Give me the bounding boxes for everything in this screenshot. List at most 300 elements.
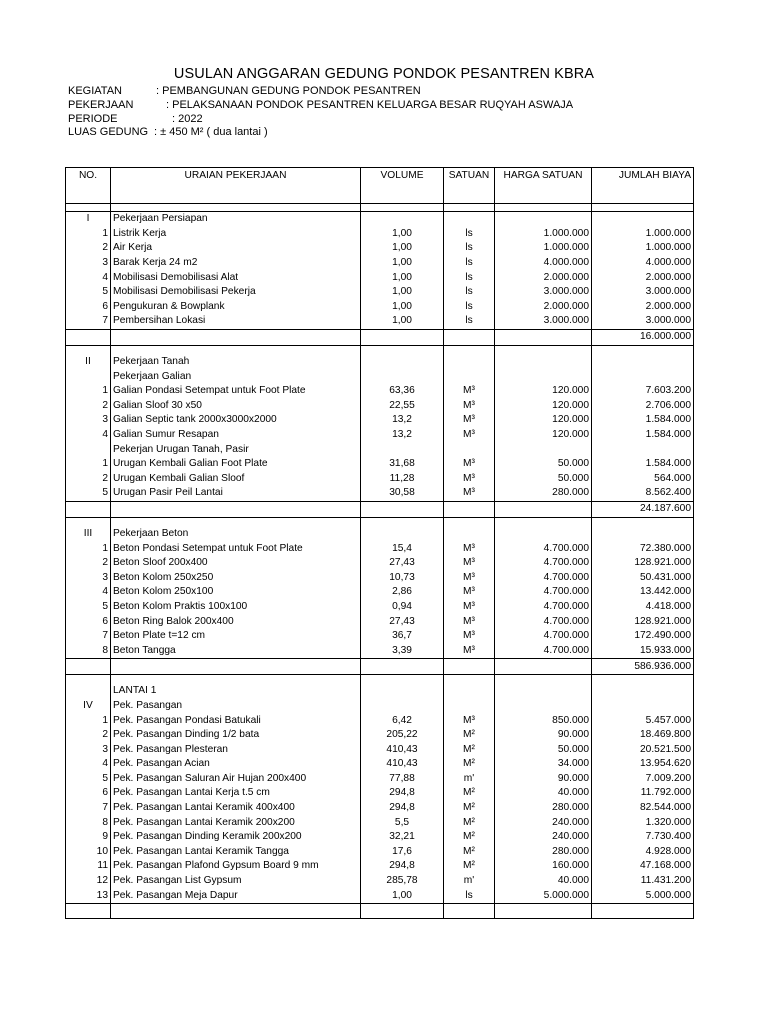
cell-volume: 1,00 [361, 256, 444, 271]
cell-unit-price: 4.700.000 [495, 600, 592, 615]
cell-volume: 1,00 [361, 314, 444, 329]
cell-unit [444, 527, 495, 542]
cell-total-cost: 2.000.000 [592, 300, 694, 315]
cell-no [66, 684, 111, 699]
cell-description: Pekerjaan Galian [111, 369, 361, 384]
cell-unit-price: 4.700.000 [495, 556, 592, 571]
section-header-row [66, 212, 694, 227]
cell-volume: 1,00 [361, 285, 444, 300]
table-row [66, 300, 694, 315]
cell-total-cost: 11.792.000 [592, 786, 694, 801]
cell-description [111, 517, 361, 527]
cell-unit-price [495, 675, 592, 685]
cell-unit: M² [444, 859, 495, 874]
cell-volume: 294,8 [361, 801, 444, 816]
cell-unit-price: 3.000.000 [495, 285, 592, 300]
cell-unit: M³ [444, 585, 495, 600]
spacer-row [66, 345, 694, 355]
cell-volume [361, 329, 444, 345]
cell-no: 1 [66, 457, 111, 472]
cell-volume: 410,43 [361, 742, 444, 757]
cell-no [66, 369, 111, 384]
cell-no: 8 [66, 815, 111, 830]
cell-volume: 27,43 [361, 556, 444, 571]
cell-total-cost: 13.442.000 [592, 585, 694, 600]
cell-total-cost: 172.490.000 [592, 629, 694, 644]
cell-unit-price: 50.000 [495, 742, 592, 757]
cell-description [111, 675, 361, 685]
cell-description: Pekerjaan Beton [111, 527, 361, 542]
budget-table [65, 167, 694, 919]
cell-no: 9 [66, 830, 111, 845]
cell-description: Galian Sloof 30 x50 [111, 399, 361, 414]
cell-unit: M³ [444, 413, 495, 428]
cell-description: Pek. Pasangan Acian [111, 757, 361, 772]
cell-description: Pembersihan Lokasi [111, 314, 361, 329]
cell-no: 10 [66, 845, 111, 860]
cell-volume: 2,86 [361, 585, 444, 600]
info-key: PEKERJAAN [68, 99, 134, 111]
cell-unit-price [495, 517, 592, 527]
table-row [66, 285, 694, 300]
cell-unit-price: 1.000.000 [495, 227, 592, 242]
cell-total-cost: 1.584.000 [592, 428, 694, 443]
cell-total-cost: 4.000.000 [592, 256, 694, 271]
cell-no: 11 [66, 859, 111, 874]
cell-no: 3 [66, 413, 111, 428]
cell-no: 2 [66, 472, 111, 487]
cell-volume: 17,6 [361, 845, 444, 860]
cell-unit-price: 2.000.000 [495, 300, 592, 315]
cell-description [111, 659, 361, 675]
cell-total-cost: 1.000.000 [592, 241, 694, 256]
cell-unit-price [495, 212, 592, 227]
cell-unit-price: 1.000.000 [495, 241, 592, 256]
cell-description [111, 345, 361, 355]
cell-total-cost: 8.562.400 [592, 486, 694, 501]
cell-volume: 13,2 [361, 428, 444, 443]
cell-total-cost: 7.603.200 [592, 384, 694, 399]
cell-description: Pek. Pasangan Lantai Keramik Tangga [111, 845, 361, 860]
cell-total-cost: 2.706.000 [592, 399, 694, 414]
cell-unit [444, 329, 495, 345]
cell-volume: 1,00 [361, 300, 444, 315]
cell-volume: 1,00 [361, 227, 444, 242]
cell-no: 3 [66, 570, 111, 585]
cell-total-cost: 4.928.000 [592, 845, 694, 860]
cell-volume: 30,58 [361, 486, 444, 501]
cell-volume [361, 501, 444, 517]
table-row [66, 556, 694, 571]
cell-no: 3 [66, 742, 111, 757]
cell-total-cost: 1.584.000 [592, 457, 694, 472]
table-row [66, 757, 694, 772]
table-row [66, 270, 694, 285]
cell-unit-price: 4.700.000 [495, 614, 592, 629]
cell-description: Pekerjan Urugan Tanah, Pasir [111, 442, 361, 457]
info-value: : ± 450 M² ( dua lantai ) [154, 126, 268, 138]
cell-volume: 0,94 [361, 600, 444, 615]
cell-no: 4 [66, 428, 111, 443]
cell-unit-price: 4.000.000 [495, 256, 592, 271]
cell-total-cost [592, 369, 694, 384]
cell-volume [361, 659, 444, 675]
table-row [66, 600, 694, 615]
cell-unit-price [495, 699, 592, 714]
cell-no: 2 [66, 241, 111, 256]
table-row [66, 570, 694, 585]
info-value: : PELAKSANAAN PONDOK PESANTREN KELUARGA BESAR RUQYAH ASWAJA [166, 99, 574, 111]
table-row [66, 384, 694, 399]
cell-unit: ls [444, 888, 495, 903]
cell-unit: M³ [444, 614, 495, 629]
cell-description: Beton Kolom Praktis 100x100 [111, 600, 361, 615]
cell-volume: 32,21 [361, 830, 444, 845]
cell-unit: M³ [444, 472, 495, 487]
cell-total-cost [592, 699, 694, 714]
cell-total-cost: 72.380.000 [592, 541, 694, 556]
budget-table-body [66, 168, 694, 919]
cell-no: 2 [66, 728, 111, 743]
cell-description: Pekerjaan Persiapan [111, 212, 361, 227]
table-row [66, 541, 694, 556]
col-header-uraian: URAIAN PEKERJAAN [111, 168, 361, 204]
cell-unit-price: 2.000.000 [495, 270, 592, 285]
cell-unit-price [495, 329, 592, 345]
cell-unit-price: 50.000 [495, 457, 592, 472]
cell-no: 6 [66, 300, 111, 315]
table-row [66, 859, 694, 874]
cell-total-cost: 5.457.000 [592, 713, 694, 728]
cell-volume: 285,78 [361, 874, 444, 889]
cell-no: 1 [66, 384, 111, 399]
cell-total-cost [592, 355, 694, 370]
table-row [66, 801, 694, 816]
cell-volume [361, 517, 444, 527]
cell-description: Pek. Pasangan Dinding Keramik 200x200 [111, 830, 361, 845]
spacer-row [66, 517, 694, 527]
cell-unit-price: 240.000 [495, 815, 592, 830]
cell-unit [444, 369, 495, 384]
spacer-row [66, 204, 694, 212]
subsection-row [66, 684, 694, 699]
cell-total-cost [592, 675, 694, 685]
cell-volume [361, 355, 444, 370]
cell-description: Air Kerja [111, 241, 361, 256]
table-row [66, 728, 694, 743]
table-row [66, 314, 694, 329]
cell-total-cost: 4.418.000 [592, 600, 694, 615]
table-row [66, 713, 694, 728]
section-header-row [66, 355, 694, 370]
col-header-jumlah: JUMLAH BIAYA [592, 168, 694, 204]
cell-total-cost [592, 527, 694, 542]
cell-unit-price: 90.000 [495, 728, 592, 743]
cell-unit-price: 4.700.000 [495, 585, 592, 600]
cell-description: Pek. Pasangan [111, 699, 361, 714]
cell-no: 4 [66, 757, 111, 772]
cell-unit-price: 40.000 [495, 874, 592, 889]
cell-unit-price: 5.000.000 [495, 888, 592, 903]
cell-unit: ls [444, 314, 495, 329]
table-row [66, 742, 694, 757]
cell-total-cost: 586.936.000 [592, 659, 694, 675]
table-row [66, 845, 694, 860]
cell-unit-price [495, 903, 592, 918]
table-row [66, 585, 694, 600]
cell-unit: m' [444, 772, 495, 787]
cell-unit: ls [444, 241, 495, 256]
cell-no: II [66, 355, 111, 370]
cell-no: 4 [66, 270, 111, 285]
cell-description: Urugan Kembali Galian Foot Plate [111, 457, 361, 472]
cell-unit [444, 675, 495, 685]
cell-no: 5 [66, 486, 111, 501]
cell-unit: ls [444, 285, 495, 300]
table-row [66, 629, 694, 644]
cell-no: 12 [66, 874, 111, 889]
cell-unit [444, 659, 495, 675]
cell-total-cost [592, 684, 694, 699]
cell-total-cost: 11.431.200 [592, 874, 694, 889]
cell-volume: 63,36 [361, 384, 444, 399]
cell-volume: 1,00 [361, 888, 444, 903]
cell-unit: M² [444, 830, 495, 845]
col-header-harga: HARGA SATUAN [495, 168, 592, 204]
cell-total-cost: 5.000.000 [592, 888, 694, 903]
cell-description: Pek. Pasangan Saluran Air Hujan 200x400 [111, 772, 361, 787]
cell-description: Pek. Pasangan Lantai Keramik 400x400 [111, 801, 361, 816]
cell-total-cost: 128.921.000 [592, 556, 694, 571]
cell-unit-price: 240.000 [495, 830, 592, 845]
cell-no [66, 329, 111, 345]
info-key: PERIODE [68, 113, 118, 125]
cell-unit-price: 40.000 [495, 786, 592, 801]
cell-unit: M² [444, 757, 495, 772]
cell-unit-price: 4.700.000 [495, 643, 592, 658]
table-row [66, 830, 694, 845]
table-row [66, 413, 694, 428]
cell-no [66, 659, 111, 675]
cell-unit-price [495, 527, 592, 542]
cell-volume: 205,22 [361, 728, 444, 743]
col-header-satuan: SATUAN [444, 168, 495, 204]
cell-unit-price: 160.000 [495, 859, 592, 874]
cell-volume: 15,4 [361, 541, 444, 556]
table-row [66, 815, 694, 830]
table-header-row [66, 168, 694, 204]
cell-description: Pek. Pasangan Lantai Kerja t.5 cm [111, 786, 361, 801]
cell-unit-price: 120.000 [495, 428, 592, 443]
cell-description: Galian Septic tank 2000x3000x2000 [111, 413, 361, 428]
cell-unit [444, 517, 495, 527]
cell-volume: 5,5 [361, 815, 444, 830]
cell-volume: 31,68 [361, 457, 444, 472]
cell-description: Mobilisasi Demobilisasi Alat [111, 270, 361, 285]
cell-unit: M³ [444, 384, 495, 399]
cell-unit-price: 280.000 [495, 801, 592, 816]
cell-volume [361, 345, 444, 355]
subtotal-row [66, 659, 694, 675]
cell-volume [361, 527, 444, 542]
section-header-row [66, 699, 694, 714]
cell-volume [361, 212, 444, 227]
cell-description: Pek. Pasangan Meja Dapur [111, 888, 361, 903]
cell-volume: 3,39 [361, 643, 444, 658]
table-row [66, 786, 694, 801]
cell-description: Beton Plate t=12 cm [111, 629, 361, 644]
cell-description: Mobilisasi Demobilisasi Pekerja [111, 285, 361, 300]
cell-no: 1 [66, 713, 111, 728]
cell-no: 7 [66, 801, 111, 816]
cell-unit [444, 684, 495, 699]
cell-volume: 11,28 [361, 472, 444, 487]
cell-description: Beton Pondasi Setempat untuk Foot Plate [111, 541, 361, 556]
cell-unit-price [495, 659, 592, 675]
cell-volume [361, 699, 444, 714]
cell-unit-price: 50.000 [495, 472, 592, 487]
cell-description: Urugan Kembali Galian Sloof [111, 472, 361, 487]
cell-unit-price: 4.700.000 [495, 570, 592, 585]
subsection-row [66, 369, 694, 384]
subtotal-row [66, 501, 694, 517]
cell-no: 5 [66, 285, 111, 300]
cell-description: Pekerjaan Tanah [111, 355, 361, 370]
cell-unit: M² [444, 815, 495, 830]
table-row [66, 772, 694, 787]
cell-description: Galian Sumur Resapan [111, 428, 361, 443]
cell-volume: 294,8 [361, 859, 444, 874]
table-row [66, 614, 694, 629]
cell-unit: M² [444, 801, 495, 816]
cell-unit: M³ [444, 556, 495, 571]
cell-total-cost: 24.187.600 [592, 501, 694, 517]
cell-unit: M² [444, 786, 495, 801]
cell-no: 6 [66, 786, 111, 801]
cell-unit: M³ [444, 541, 495, 556]
cell-total-cost: 13.954.620 [592, 757, 694, 772]
cell-no: 2 [66, 399, 111, 414]
cell-volume: 27,43 [361, 614, 444, 629]
cell-description: Pek. Pasangan Plafond Gypsum Board 9 mm [111, 859, 361, 874]
cell-description [111, 329, 361, 345]
col-header-volume: VOLUME [361, 168, 444, 204]
cell-total-cost: 2.000.000 [592, 270, 694, 285]
cell-volume [361, 675, 444, 685]
cell-unit-price [495, 355, 592, 370]
cell-unit: M³ [444, 428, 495, 443]
cell-total-cost [592, 212, 694, 227]
table-row [66, 428, 694, 443]
cell-total-cost: 15.933.000 [592, 643, 694, 658]
cell-volume [361, 903, 444, 918]
section-header-row [66, 527, 694, 542]
cell-no: 5 [66, 600, 111, 615]
cell-unit-price [495, 345, 592, 355]
closing-row [66, 903, 694, 918]
cell-volume [361, 684, 444, 699]
cell-description [111, 903, 361, 918]
cell-no [66, 442, 111, 457]
table-row [66, 227, 694, 242]
cell-description: Beton Ring Balok 200x400 [111, 614, 361, 629]
cell-total-cost [592, 517, 694, 527]
cell-volume: 10,73 [361, 570, 444, 585]
cell-total-cost [592, 903, 694, 918]
info-key: LUAS GEDUNG [68, 126, 149, 138]
cell-no: III [66, 527, 111, 542]
cell-no: 2 [66, 556, 111, 571]
cell-description [111, 501, 361, 517]
cell-description: Pek. Pasangan Pondasi Batukali [111, 713, 361, 728]
cell-unit: M³ [444, 457, 495, 472]
cell-description: Pek. Pasangan List Gypsum [111, 874, 361, 889]
cell-no: 3 [66, 256, 111, 271]
subsection-row [66, 442, 694, 457]
cell-volume: 22,55 [361, 399, 444, 414]
cell-no: 4 [66, 585, 111, 600]
cell-unit: ls [444, 256, 495, 271]
cell-total-cost: 18.469.800 [592, 728, 694, 743]
table-row [66, 241, 694, 256]
cell-unit-price: 90.000 [495, 772, 592, 787]
cell-unit-price: 280.000 [495, 845, 592, 860]
cell-unit [444, 903, 495, 918]
document-title: USULAN ANGGARAN GEDUNG PONDOK PESANTREN KBRA [173, 66, 595, 82]
cell-description: Galian Pondasi Setempat untuk Foot Plate [111, 384, 361, 399]
cell-unit-price: 4.700.000 [495, 541, 592, 556]
cell-description: Beton Kolom 250x100 [111, 585, 361, 600]
cell-unit: m' [444, 874, 495, 889]
table-row [66, 874, 694, 889]
table-row [66, 888, 694, 903]
cell-no: IV [66, 699, 111, 714]
cell-unit: M³ [444, 600, 495, 615]
cell-no: 7 [66, 314, 111, 329]
cell-unit-price [495, 369, 592, 384]
cell-unit: M³ [444, 713, 495, 728]
table-row [66, 486, 694, 501]
cell-total-cost: 1.320.000 [592, 815, 694, 830]
cell-no [66, 517, 111, 527]
cell-total-cost: 128.921.000 [592, 614, 694, 629]
cell-unit-price [495, 442, 592, 457]
cell-volume [361, 369, 444, 384]
cell-unit: ls [444, 300, 495, 315]
cell-volume: 294,8 [361, 786, 444, 801]
cell-unit [444, 212, 495, 227]
cell-unit: M³ [444, 643, 495, 658]
cell-no: 8 [66, 643, 111, 658]
cell-unit: M² [444, 845, 495, 860]
table-row [66, 643, 694, 658]
cell-unit-price: 120.000 [495, 384, 592, 399]
cell-no: I [66, 212, 111, 227]
cell-total-cost: 3.000.000 [592, 314, 694, 329]
cell-unit [444, 442, 495, 457]
cell-total-cost: 1.000.000 [592, 227, 694, 242]
cell-no: 5 [66, 772, 111, 787]
cell-no [66, 675, 111, 685]
cell-unit: M² [444, 742, 495, 757]
cell-unit: M² [444, 728, 495, 743]
table-row [66, 399, 694, 414]
cell-unit-price: 120.000 [495, 413, 592, 428]
cell-no: 7 [66, 629, 111, 644]
cell-unit: M³ [444, 399, 495, 414]
subtotal-row [66, 329, 694, 345]
table-row [66, 472, 694, 487]
